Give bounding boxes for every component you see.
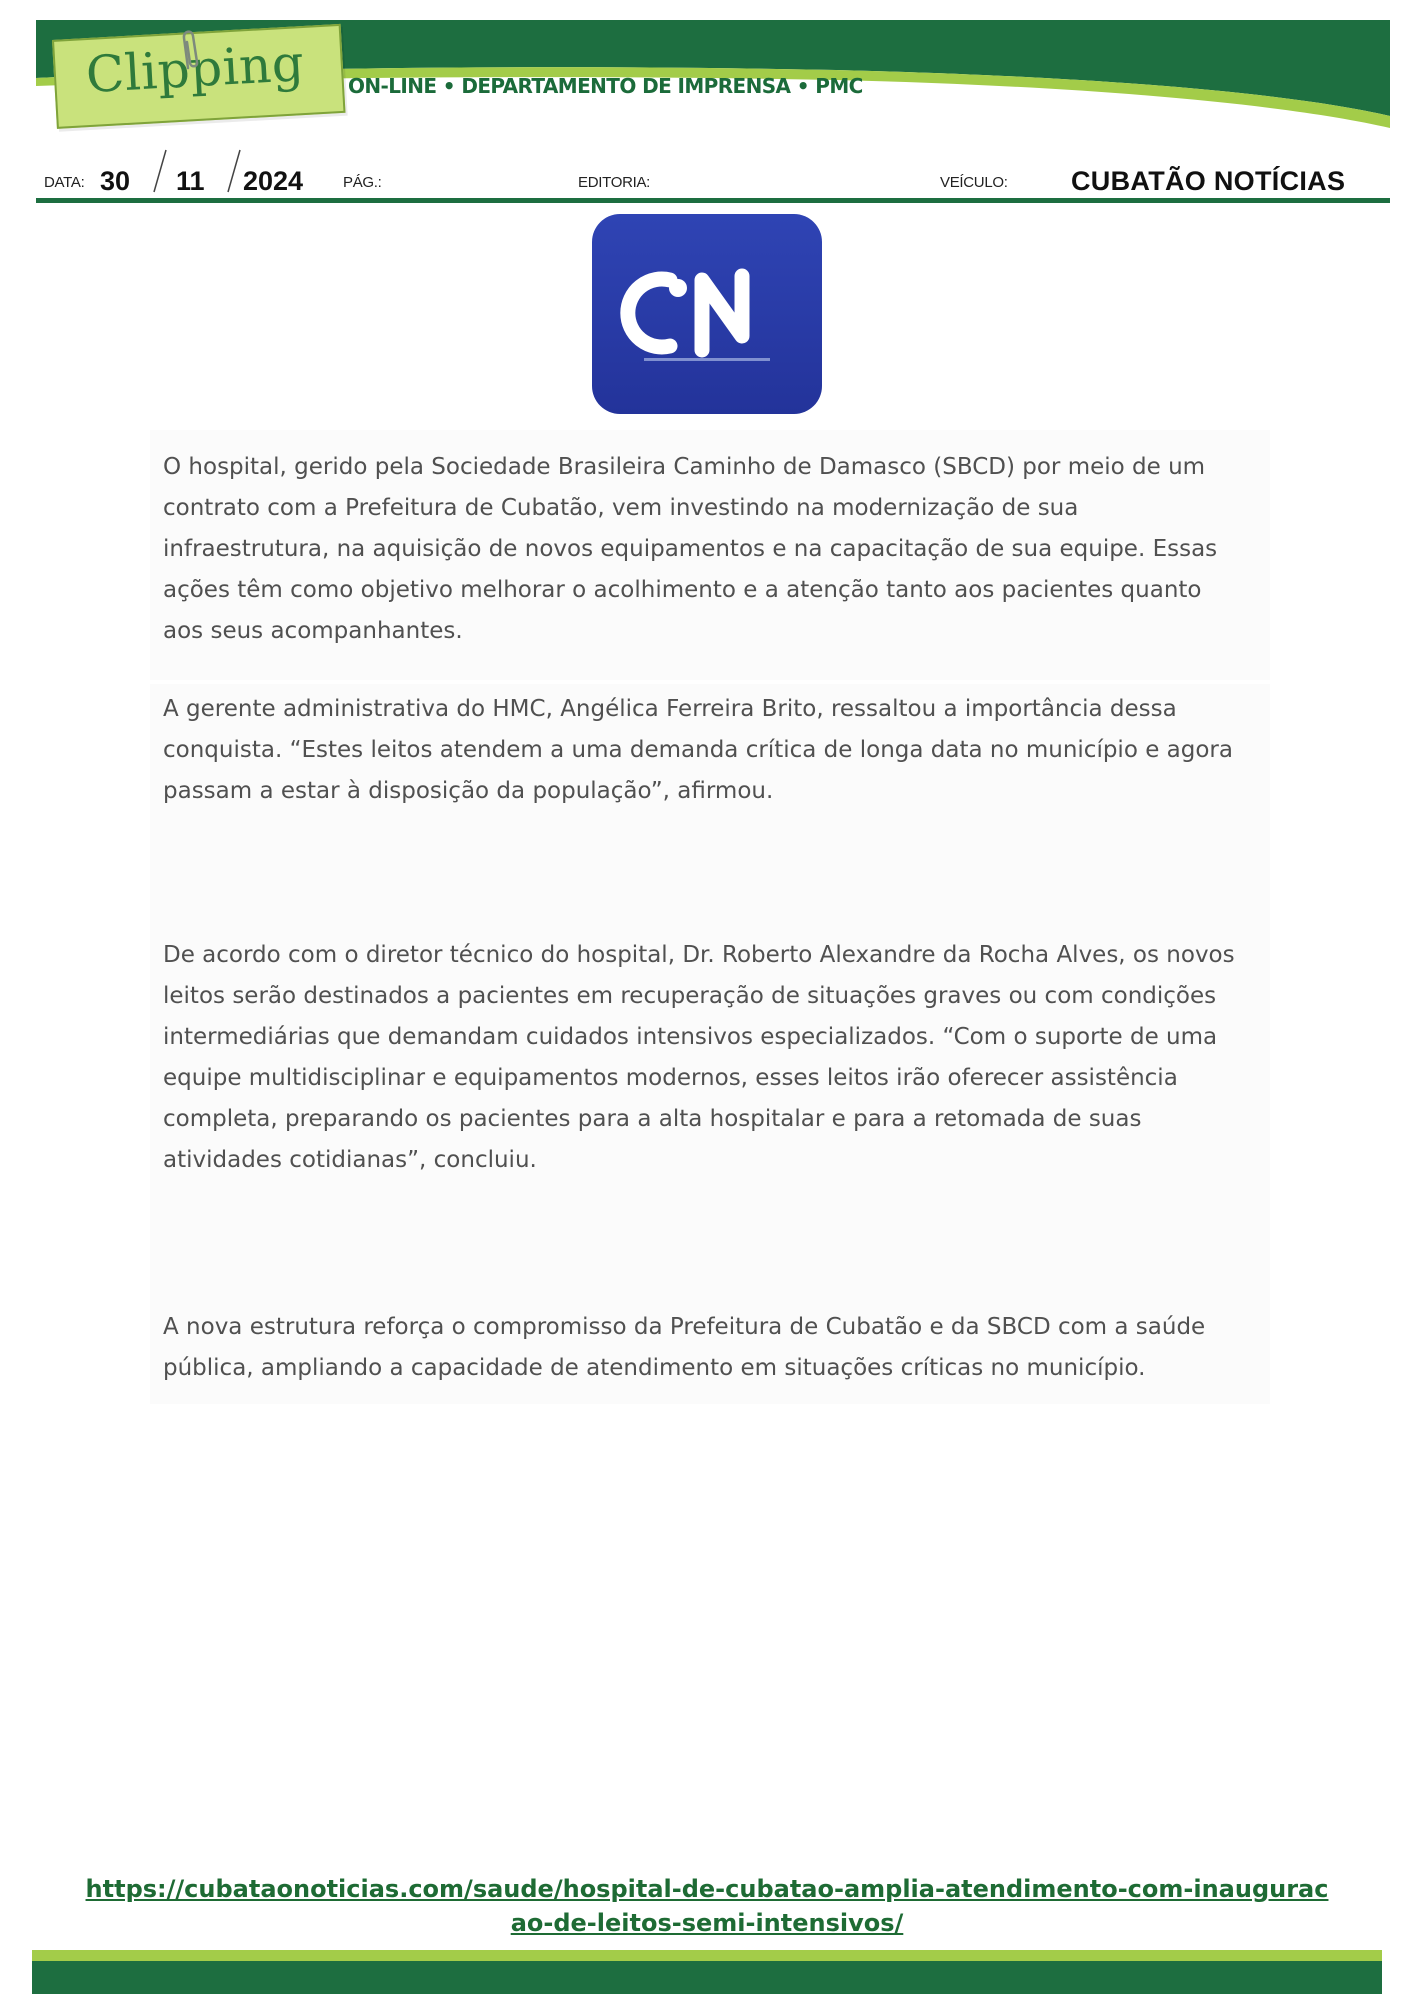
cubatao-noticias-logo [592, 214, 822, 414]
header-divider [36, 198, 1390, 203]
date-month: 11 [176, 166, 205, 196]
editorial-label: EDITORIA: [578, 174, 651, 191]
page-label: PÁG.: [343, 174, 382, 191]
article-paragraph: A nova estrutura reforça o compromisso da Prefeitura de Cubatão e da SBCD com a saúde pública, ampliando a capacidade de atendimento em situações críticas no município. [163, 1314, 1206, 1381]
vehicle-label: VEÍCULO: [940, 174, 1008, 191]
date-separator-icon [150, 148, 170, 194]
footer-stripe-dark [32, 1961, 1382, 1994]
source-link[interactable]: https://cubataonoticias.com/saude/hospital-de-cubatao-amplia-atendimento-com-inauguracao-de-leitos-semi-intensivos/ [85, 1875, 1329, 1937]
article-paragraph: A gerente administrativa do HMC, Angélica Ferreira Brito, ressaltou a importância dessa conquista. “Estes leitos atendem a uma demanda crítica de longa data no município e agora passam a estar à disposição da população”, afirmou. [163, 696, 1233, 804]
date-label: DATA: [44, 174, 85, 191]
department-title: ON-LINE • DEPARTAMENTO DE IMPRENSA • PMC [348, 74, 863, 98]
date-year: 2024 [243, 166, 304, 196]
cn-logo-icon [592, 214, 822, 414]
date-separator-icon [224, 148, 244, 194]
footer-stripe-light [32, 1950, 1382, 1961]
date-day: 30 [100, 166, 131, 196]
clipping-brand: Clipping [84, 34, 306, 105]
article-paragraph: O hospital, gerido pela Sociedade Brasileira Caminho de Damasco (SBCD) por meio de um contrato com a Prefeitura de Cubatão, vem investindo na modernização de sua infraestrutura, na aquisição de novos equipamentos e na capacitação de sua equipe. Essas ações têm como objetivo melhorar o acolhimento e a atenção tanto aos pacientes quanto aos seus acompanhantes. [163, 454, 1218, 644]
paperclip-icon [178, 28, 218, 74]
vehicle-name: CUBATÃO NOTÍCIAS [1071, 166, 1346, 196]
article-paragraph: De acordo com o diretor técnico do hospital, Dr. Roberto Alexandre da Rocha Alves, os novos leitos serão destinados a pacientes em recuperação de situações graves ou com condições intermediárias que demandam cuidados intensivos especializados. “Com o suporte de uma equipe multidisciplinar e equipamentos modernos, esses leitos irão oferecer assistência completa, preparando os pacientes para a alta hospitalar e para a retomada de suas atividades cotidianas”, concluiu. [163, 942, 1235, 1173]
